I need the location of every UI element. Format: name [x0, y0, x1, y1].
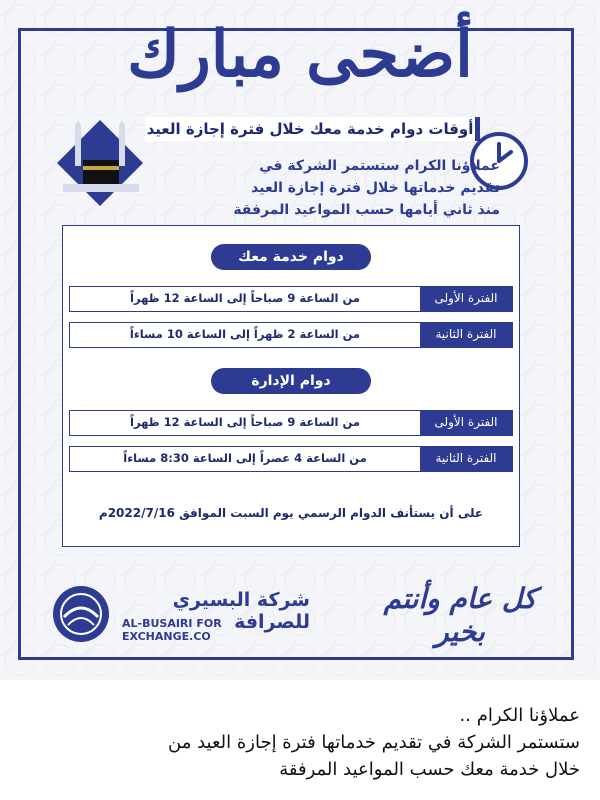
poster-subtitle: أوقات دوام خدمة معك خلال فترة إجازة العيد [145, 117, 480, 141]
caption-line: خلال خدمة معك حسب المواعيد المرفقة [279, 759, 580, 780]
period-time: من الساعة 2 ظهراً إلى الساعة 10 مساءاً [129, 327, 361, 341]
period-time: من الساعة 9 صباحاً إلى الساعة 12 ظهراً [130, 291, 360, 305]
intro-text [190, 155, 500, 221]
caption-line: ستستمر الشركة في تقديم خدماتها فترة إجازة العيد من [168, 732, 580, 753]
section-heading-service: دوام خدمة معك [211, 244, 371, 270]
schedule-row [69, 286, 513, 312]
post-caption [0, 702, 580, 783]
period-time: من الساعة 4 عصراً إلى الساعة 8:30 مساءاً [123, 451, 367, 465]
period-label: الفترة الثانية [420, 323, 512, 347]
section-heading-admin: دوام الإدارة [211, 368, 371, 394]
company-logo-icon [50, 583, 112, 649]
kaaba-icon [55, 118, 145, 212]
period-label: الفترة الأولى [420, 287, 512, 311]
schedule-row [69, 410, 513, 436]
period-time: من الساعة 9 صباحاً إلى الساعة 12 ظهراً [130, 415, 360, 429]
eid-greeting: كل عام وأنتم بخير [383, 582, 537, 648]
caption-line: عملاؤنا الكرام .. [459, 705, 580, 726]
intro-line: عملاؤنا الكرام ستستمر الشركة في [259, 158, 500, 174]
company-name-ar: شركة البسيري للصرافة [172, 589, 310, 633]
period-label: الفترة الثانية [420, 447, 512, 471]
schedule-row [69, 446, 513, 472]
company-name-en: AL-BUSAIRI FOR EXCHANGE.CO [122, 617, 222, 643]
poster-title: أضحى مبارك [127, 17, 473, 92]
schedule-box [62, 225, 520, 547]
intro-line: منذ ثاني أيامها حسب المواعيد المرفقة [233, 202, 500, 218]
intro-line: تقديم خدماتها خلال فترة إجازة العيد [251, 180, 500, 196]
period-label: الفترة الأولى [420, 411, 512, 435]
resume-note: على أن يستأنف الدوام الرسمي يوم السبت الموافق 2022/7/16م [98, 506, 484, 520]
schedule-row [69, 322, 513, 348]
company-logo [50, 583, 310, 643]
